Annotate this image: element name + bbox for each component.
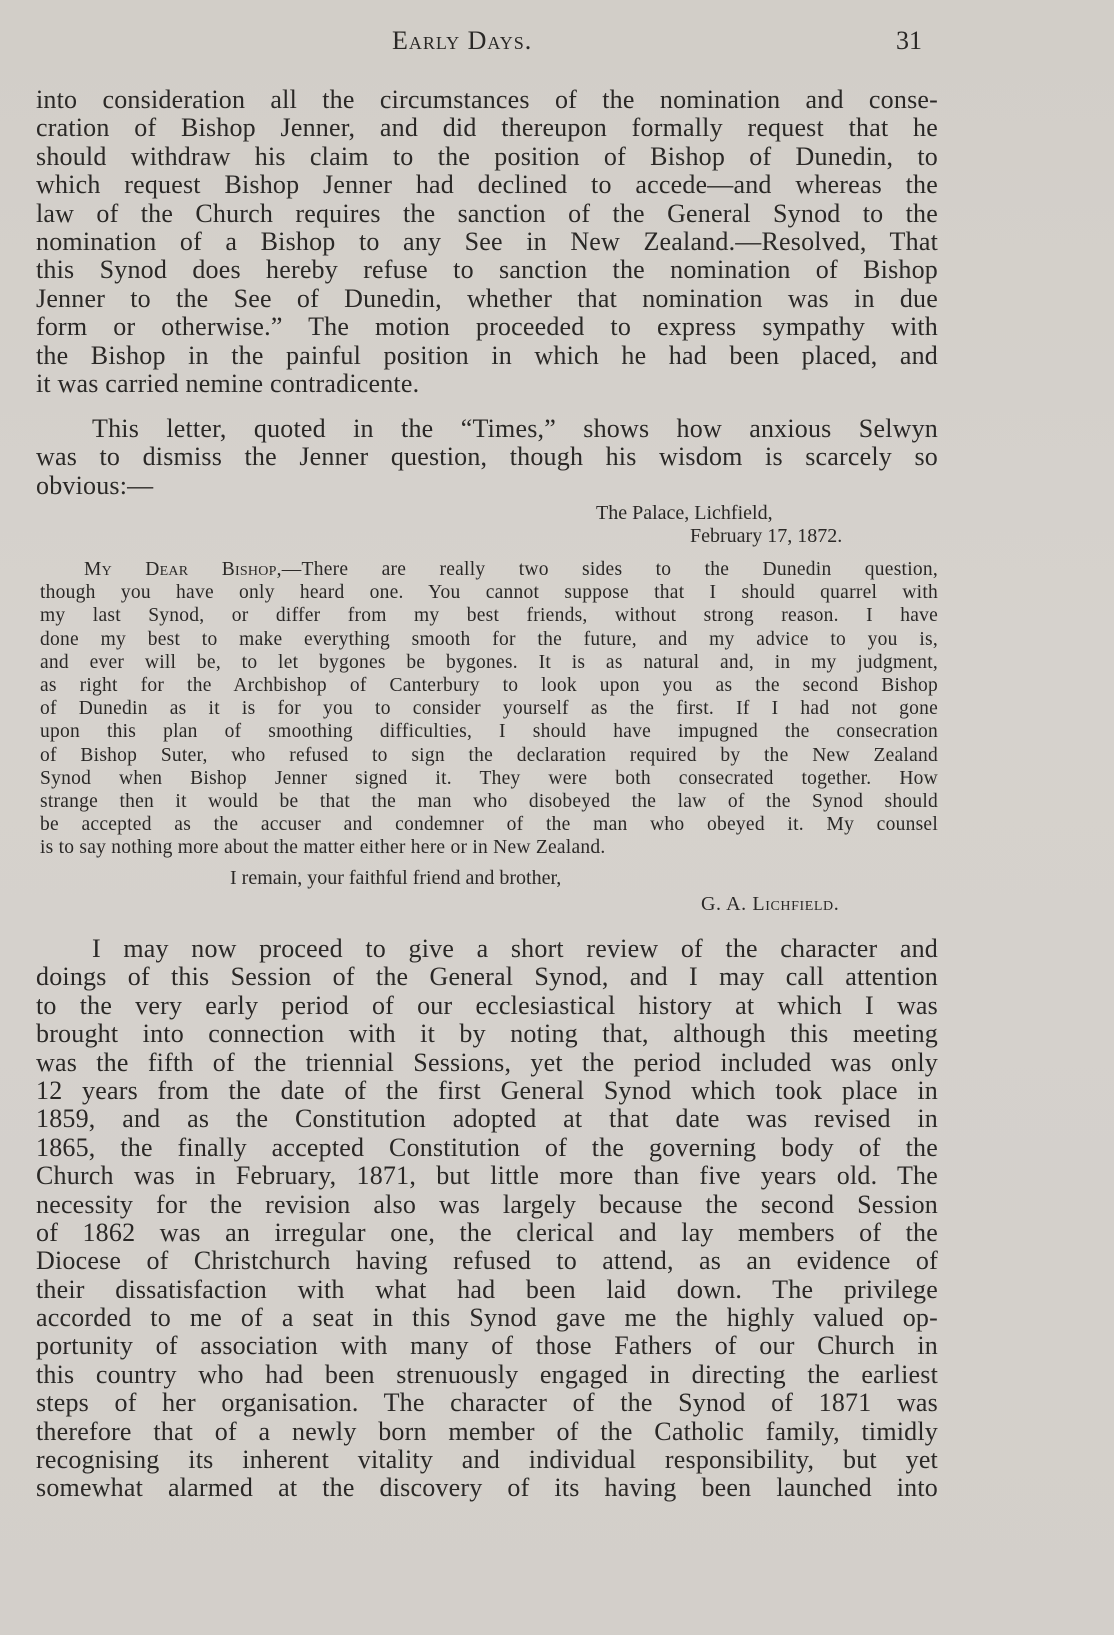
text-line: somewhat alarmed at the discovery of its having been launched into	[36, 1473, 938, 1503]
letter-signature: G. A. Lichfield.	[701, 893, 840, 915]
letter-line: upon this plan of smoothing difficulties, I should have impugned the consecration	[40, 721, 938, 743]
text-line: their dissatisfaction with what had been laid down. The privilege	[36, 1274, 938, 1304]
text-line: Church was in February, 1871, but little more than five years old. The	[36, 1161, 938, 1191]
letter-salutation: My Dear Bishop,	[84, 559, 282, 580]
text-line: doings of this Session of the General Synod, and I may call attention	[36, 962, 938, 992]
text-line: Jenner to the See of Dunedin, whether that nomination was in due	[36, 283, 938, 313]
text-line: this country who had been strenuously engaged in directing the earliest	[36, 1359, 938, 1389]
text-line: it was carried nemine contradicente.	[36, 368, 420, 398]
text-line: therefore that of a newly born member of the Catholic family, timidly	[36, 1416, 938, 1446]
paragraph-synod-resolution	[36, 86, 938, 398]
letter-body	[40, 558, 938, 859]
text-line: to the very early period of our ecclesiastical history at which I was	[36, 990, 938, 1020]
letter-line: Synod when Bishop Jenner signed it. They were both consecrated together. How	[40, 767, 938, 789]
letter-line: be accepted as the accuser and condemner of the man who obeyed it. My counsel	[40, 814, 938, 836]
letter-line: and ever will be, to let bygones be bygones. It is as natural and, in my judgment,	[40, 651, 938, 673]
letter-place: The Palace, Lichfield,	[596, 502, 773, 524]
text-line: cration of Bishop Jenner, and did thereupon formally request that he	[36, 113, 938, 143]
text-line: obvious:—	[36, 470, 154, 500]
text-line: 12 years from the date of the first General Synod which took place in	[36, 1075, 938, 1105]
text-line: of 1862 was an irregular one, the clerical and lay members of the	[36, 1217, 938, 1247]
letter-line: of Dunedin as it is for you to consider yourself as the first. If I had not gone	[40, 698, 938, 720]
text-line: 1859, and as the Constitution adopted at that date was revised in	[36, 1104, 938, 1134]
paragraph-synod-review	[36, 935, 938, 1503]
text-line: 1865, the finally accepted Constitution of the governing body of the	[36, 1132, 938, 1162]
text-line: law of the Church requires the sanction of the General Synod to the	[36, 198, 938, 228]
text-line: the Bishop in the painful position in which he had been placed, and	[36, 340, 938, 370]
running-head	[0, 26, 1114, 60]
text-line: which request Bishop Jenner had declined to accede—and whereas the	[36, 170, 938, 200]
letter-closing: I remain, your faithful friend and brother,	[230, 867, 562, 889]
text-line: brought into connection with it by noting that, although this meeting	[36, 1019, 938, 1049]
text-line: steps of her organisation. The character of the Synod of 1871 was	[36, 1388, 938, 1418]
text-line: portunity of association with many of those Fathers of our Church in	[36, 1331, 938, 1361]
text-line: this Synod does hereby refuse to sanction the nomination of Bishop	[36, 255, 938, 285]
letter-line: is to say nothing more about the matter either here or in New Zealand.	[40, 837, 606, 859]
letter-line: strange then it would be that the man who disobeyed the law of the Synod should	[40, 790, 938, 812]
letter-date: February 17, 1872.	[690, 525, 843, 547]
running-title: Early Days.	[392, 26, 533, 55]
letter-line: done my best to make everything smooth for the future, and my advice to you is,	[40, 628, 938, 650]
text-line: should withdraw his claim to the position of Bishop of Dunedin, to	[36, 141, 938, 171]
letter-first-line-text: —There are really two sides to the Dunedin question,	[281, 559, 938, 580]
text-line: Diocese of Christchurch having refused to attend, as an evidence of	[36, 1246, 938, 1276]
paragraph-letter-intro	[36, 415, 938, 500]
letter-line: my last Synod, or differ from my best friends, without strong reason. I have	[40, 605, 938, 627]
letter-line: though you have only heard one. You cannot suppose that I should quarrel with	[40, 582, 938, 604]
text-line: accorded to me of a seat in this Synod gave me the highly valued op-	[36, 1303, 938, 1333]
text-line: recognising its inherent vitality and individual responsibility, but yet	[36, 1445, 938, 1475]
text-line: was to dismiss the Jenner question, though his wisdom is scarcely so	[36, 442, 938, 472]
text-line: nomination of a Bishop to any See in New Zealand.—Resolved, That	[36, 226, 938, 256]
text-line: I may now proceed to give a short review of the character and	[92, 934, 938, 963]
page-number: 31	[896, 26, 922, 55]
text-line: This letter, quoted in the “Times,” shows how anxious Selwyn	[92, 414, 938, 443]
text-line: was the fifth of the triennial Sessions, yet the period included was only	[36, 1047, 938, 1077]
text-line: form or otherwise.” The motion proceeded to express sympathy with	[36, 312, 938, 342]
letter-first-line	[40, 558, 938, 581]
text-line: necessity for the revision also was largely because the second Session	[36, 1189, 938, 1219]
letter-line: as right for the Archbishop of Canterbury to look upon you as the second Bishop	[40, 674, 938, 696]
text-line: into consideration all the circumstances of the nomination and conse-	[36, 85, 938, 114]
letter-line: of Bishop Suter, who refused to sign the declaration required by the New Zealand	[40, 744, 938, 766]
